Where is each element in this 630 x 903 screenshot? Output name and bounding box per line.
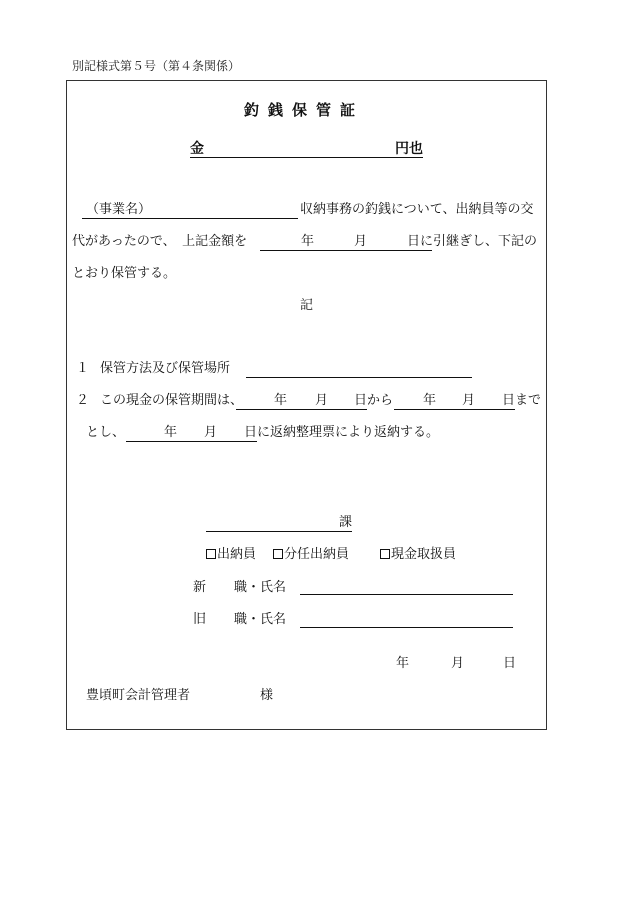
period-end-underline bbox=[394, 393, 515, 410]
checkbox-icon[interactable] bbox=[273, 549, 283, 559]
department-ka: 課 bbox=[339, 515, 353, 530]
transfer-month: 月 bbox=[354, 234, 368, 249]
role-label: 現金取扱員 bbox=[391, 547, 457, 562]
checkbox-icon[interactable] bbox=[206, 549, 216, 559]
old-label: 旧 bbox=[193, 612, 207, 627]
body-line2-b: に引継ぎし、下記の bbox=[420, 234, 538, 249]
issue-day: 日 bbox=[503, 656, 517, 671]
amount-suffix: 円也 bbox=[395, 141, 423, 157]
item1-number: １ bbox=[76, 361, 90, 376]
item2-kara: から bbox=[367, 393, 394, 408]
return-day: 日 bbox=[244, 425, 258, 440]
return-date-underline bbox=[126, 425, 257, 442]
period-start-underline bbox=[236, 393, 367, 410]
checkbox-icon[interactable] bbox=[380, 549, 390, 559]
period-end-day: 日 bbox=[502, 393, 516, 408]
storage-place-underline bbox=[246, 361, 472, 378]
form-reference: 別記様式第５号（第４条関係） bbox=[72, 59, 241, 73]
new-name-underline bbox=[300, 578, 513, 595]
transfer-year: 年 bbox=[301, 234, 315, 249]
old-name-label: 職・氏名 bbox=[234, 612, 287, 627]
new-label: 新 bbox=[193, 580, 207, 595]
role-checkbox-3[interactable] bbox=[380, 547, 456, 563]
ki-label: 記 bbox=[300, 298, 314, 313]
transfer-day: 日 bbox=[407, 234, 421, 249]
item2-line2-b: に返納整理票により返納する。 bbox=[257, 425, 440, 440]
period-end-year: 年 bbox=[423, 393, 437, 408]
item2-number: ２ bbox=[76, 393, 90, 408]
new-name-label: 職・氏名 bbox=[234, 580, 287, 595]
amount-prefix: 金 bbox=[190, 141, 204, 157]
return-year: 年 bbox=[164, 425, 178, 440]
addressee-sama: 様 bbox=[260, 688, 274, 703]
business-name-label: （事業名） bbox=[86, 202, 152, 217]
item2-label: この現金の保管期間は、 bbox=[100, 393, 244, 408]
role-checkbox-1[interactable] bbox=[206, 547, 256, 563]
return-month: 月 bbox=[204, 425, 218, 440]
period-start-day: 日 bbox=[354, 393, 368, 408]
body-line3: とおり保管する。 bbox=[72, 266, 177, 281]
item1-label: 保管方法及び保管場所 bbox=[100, 361, 231, 376]
issue-month: 月 bbox=[451, 656, 465, 671]
department-underline bbox=[206, 515, 352, 532]
item2-line2-a: とし、 bbox=[86, 425, 126, 440]
item2-made: まで bbox=[515, 393, 542, 408]
role-checkbox-2[interactable] bbox=[273, 547, 349, 563]
period-start-month: 月 bbox=[315, 393, 329, 408]
old-name-underline bbox=[300, 611, 513, 628]
issue-year: 年 bbox=[396, 656, 410, 671]
role-label: 分任出納員 bbox=[284, 547, 350, 562]
body-line1: 収納事務の釣銭について、出納員等の交 bbox=[300, 202, 534, 217]
period-start-year: 年 bbox=[274, 393, 288, 408]
body-line2-a: 代があったので、 上記金額を bbox=[72, 234, 248, 249]
form-title: 釣銭保管証 bbox=[244, 101, 365, 119]
period-end-month: 月 bbox=[462, 393, 476, 408]
addressee: 豊頃町会計管理者 bbox=[86, 688, 191, 703]
role-label: 出納員 bbox=[217, 547, 257, 562]
amount-line bbox=[190, 138, 423, 158]
